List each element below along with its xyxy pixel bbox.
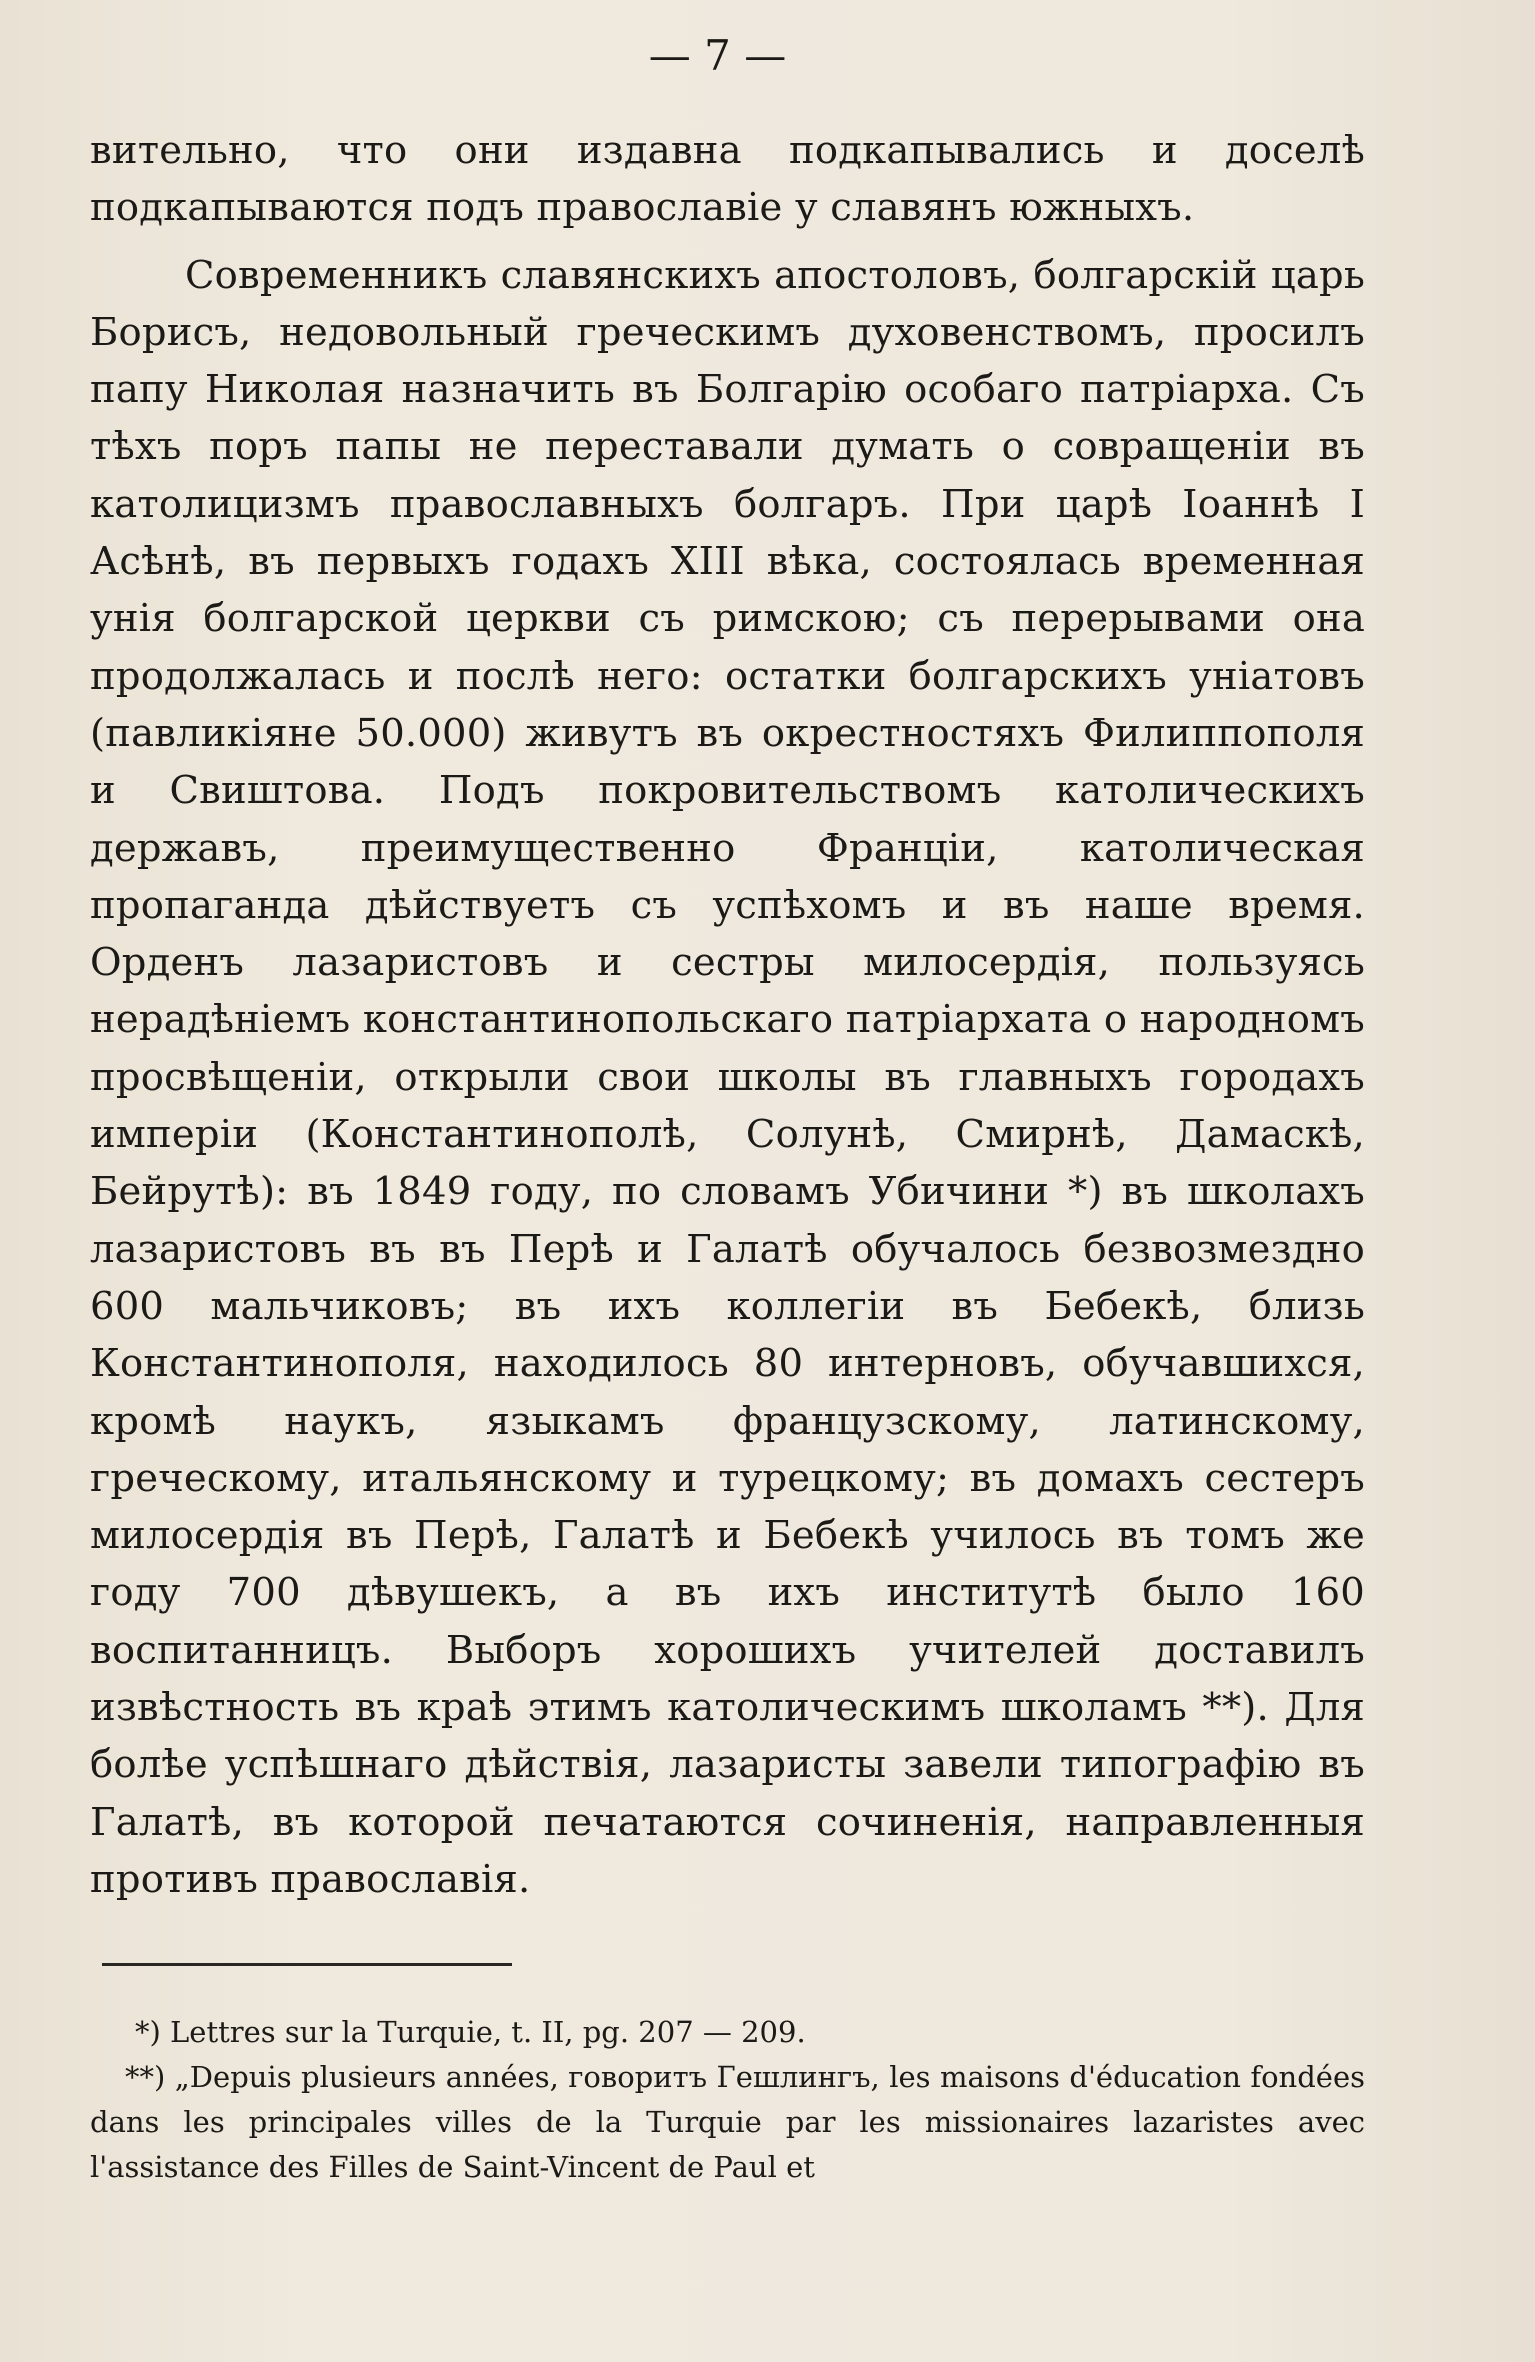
footnote-divider	[102, 1963, 512, 1966]
footnote-2: **) „Depuis plusieurs années, говоритъ Гешлингъ, les maisons d'éducation fondées dans les principales villes de la Turquie par les missionaires lazaristes avec l'assistance des Filles de Saint-Vincent de Paul et	[90, 2060, 1365, 2185]
page-number: — 7 —	[648, 31, 787, 80]
footnote-1: *) Lettres sur la Turquie, t. II, pg. 207 — 209.	[135, 2015, 806, 2050]
main-text	[90, 122, 1365, 1908]
paragraph-main: Современникъ славянскихъ апостоловъ, болгарскій царь Борисъ, недовольный греческимъ духовенствомъ, просилъ папу Николая назначить въ Болгарію особаго патріарха. Съ тѣхъ поръ папы не переставали думать о совращеніи въ католицизмъ православныхъ болгаръ. При царѣ Іоаннѣ I Асѣнѣ, въ первыхъ годахъ XIII вѣка, состоялась временная унія болгарской церкви съ римскою; съ перерывами она продолжалась и послѣ него: остатки болгарскихъ уніатовъ (павликіяне 50.000) живутъ въ окрестностяхъ Филиппополя и Свиштова. Подъ покровительствомъ католическихъ державъ, преимущественно Франціи, католическая пропаганда дѣйствуетъ съ успѣхомъ и въ наше время. Орденъ лазаристовъ и сестры милосердія, пользуясь нерадѣніемъ константинопольскаго патріархата о народномъ просвѣщеніи, открыли свои школы въ главныхъ городахъ имперіи (Константинополѣ, Солунѣ, Смирнѣ, Дамаскѣ, Бейрутѣ): въ 1849 году, по словамъ Убичини *) въ школахъ лазаристовъ въ въ Перѣ и Галатѣ обучалось безвозмездно 600 мальчиковъ; въ ихъ коллегіи въ Бебекѣ, близь Константинополя, находилось 80 интерновъ, обучавшихся, кромѣ наукъ, языкамъ французскому, латинскому, греческому, итальянскому и турецкому; въ домахъ сестеръ милосердія въ Перѣ, Галатѣ и Бебекѣ училось въ томъ же году 700 дѣвушекъ, а въ ихъ институтѣ было 160 воспитанницъ. Выборъ хорошихъ учителей доставилъ извѣстность въ краѣ этимъ католическимъ школамъ **). Для болѣе успѣшнаго дѣйствія, лазаристы завели типографію въ Галатѣ, въ которой печатаются сочиненія, направленныя противъ православія.	[90, 252, 1365, 1902]
paragraph-continuation: вительно, что они издавна подкапывались и доселѣ подкапываются подъ православіе у славянъ южныхъ.	[90, 128, 1365, 231]
footnotes	[90, 2010, 1365, 2190]
